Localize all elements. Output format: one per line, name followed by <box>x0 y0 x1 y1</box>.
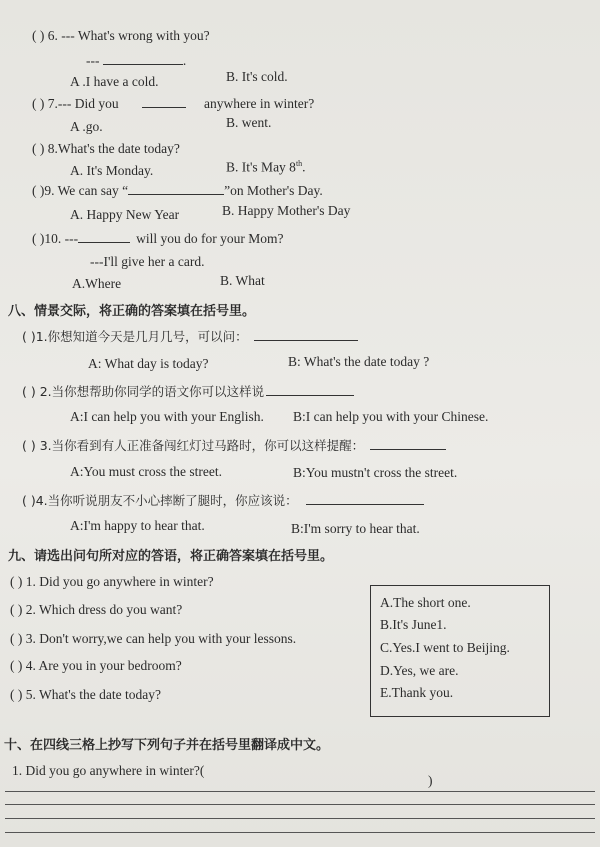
s8-q2-b: B:I can help you with your Chinese. <box>293 409 489 424</box>
answer-d: D.Yes, we are. <box>380 663 459 678</box>
q9-option-a: A. Happy New Year <box>70 207 180 222</box>
q8-option-b: B. It's May 8th. <box>226 159 306 175</box>
answer-box <box>370 585 550 717</box>
s9-q4: ( ) 4. Are you in your bedroom? <box>10 658 182 673</box>
q7-stem: ( ) 7.--- Did you anywhere in winter? <box>32 96 315 111</box>
q6-answer-line: --- . <box>86 53 187 68</box>
s10-q1: 1. Did you go anywhere in winter?( <box>12 763 205 778</box>
s8-q2-a: A:I can help you with your English. <box>70 409 264 424</box>
s8-q3: ( ) 3.当你看到有人正准备闯红灯过马路时，你可以这样提醒： <box>22 436 446 454</box>
s8-q3-b: B:You mustn't cross the street. <box>293 465 458 480</box>
q6-stem: ( ) 6. --- What's wrong with you? <box>32 28 210 43</box>
q8-stem: ( ) 8.What's the date today? <box>32 141 180 156</box>
section9-title: 九、请选出问句所对应的答语，将正确答案填在括号里。 <box>8 549 334 564</box>
answer-a: A.The short one. <box>380 595 471 610</box>
s8-q3-a: A:You must cross the street. <box>70 464 223 479</box>
q10-reply: ---I'll give her a card. <box>90 254 205 269</box>
s9-q5: ( ) 5. What's the date today? <box>10 687 162 702</box>
s9-q2: ( ) 2. Which dress do you want? <box>10 602 183 617</box>
s10-q1-close: ) <box>428 773 433 788</box>
q8-option-a: A. It's Monday. <box>70 163 154 178</box>
s8-q1-a: A: What day is today? <box>88 356 209 371</box>
q7-option-b: B. went. <box>226 115 272 130</box>
four-line-rule-1 <box>5 791 595 792</box>
s8-q4: ( )4.当你听说朋友不小心摔断了腿时，你应该说： <box>22 491 424 509</box>
answer-e: E.Thank you. <box>380 685 454 700</box>
four-line-rule-4 <box>5 832 595 833</box>
s8-q4-b: B:I'm sorry to hear that. <box>291 521 420 536</box>
s9-q3: ( ) 3. Don't worry,we can help you with your lessons. <box>10 631 297 646</box>
q7-option-a: A .go. <box>70 119 103 134</box>
answer-b: B.It's June1. <box>380 617 447 632</box>
q10-option-a: A.Where <box>72 276 122 291</box>
s8-q2: ( ) 2.当你想帮助你同学的语文你可以这样说 <box>22 382 354 400</box>
four-line-rule-2 <box>5 804 595 805</box>
q9-stem: ( )9. We can say “ ”on Mother's Day. <box>32 183 323 198</box>
section8-title: 八、情景交际，将正确的答案填在括号里。 <box>8 304 256 319</box>
four-line-rule-3 <box>5 818 595 819</box>
q9-option-b: B. Happy Mother's Day <box>222 203 351 218</box>
q6-option-a: A .I have a cold. <box>70 74 159 89</box>
section10-title: 十、在四线三格上抄写下列句子并在括号里翻译成中文。 <box>4 738 330 753</box>
s8-q4-a: A:I'm happy to hear that. <box>70 518 205 533</box>
s9-q1: ( ) 1. Did you go anywhere in winter? <box>10 574 214 589</box>
q6-option-b: B. It's cold. <box>226 69 288 84</box>
q10-option-b: B. What <box>220 273 265 288</box>
q10-stem: ( )10. --- will you do for your Mom? <box>32 231 284 246</box>
answer-c: C.Yes.I went to Beijing. <box>380 640 510 655</box>
s8-q1-b: B: What's the date today ? <box>288 354 430 369</box>
s8-q1: ( )1.你想知道今天是几月几号，可以问： <box>22 327 358 345</box>
